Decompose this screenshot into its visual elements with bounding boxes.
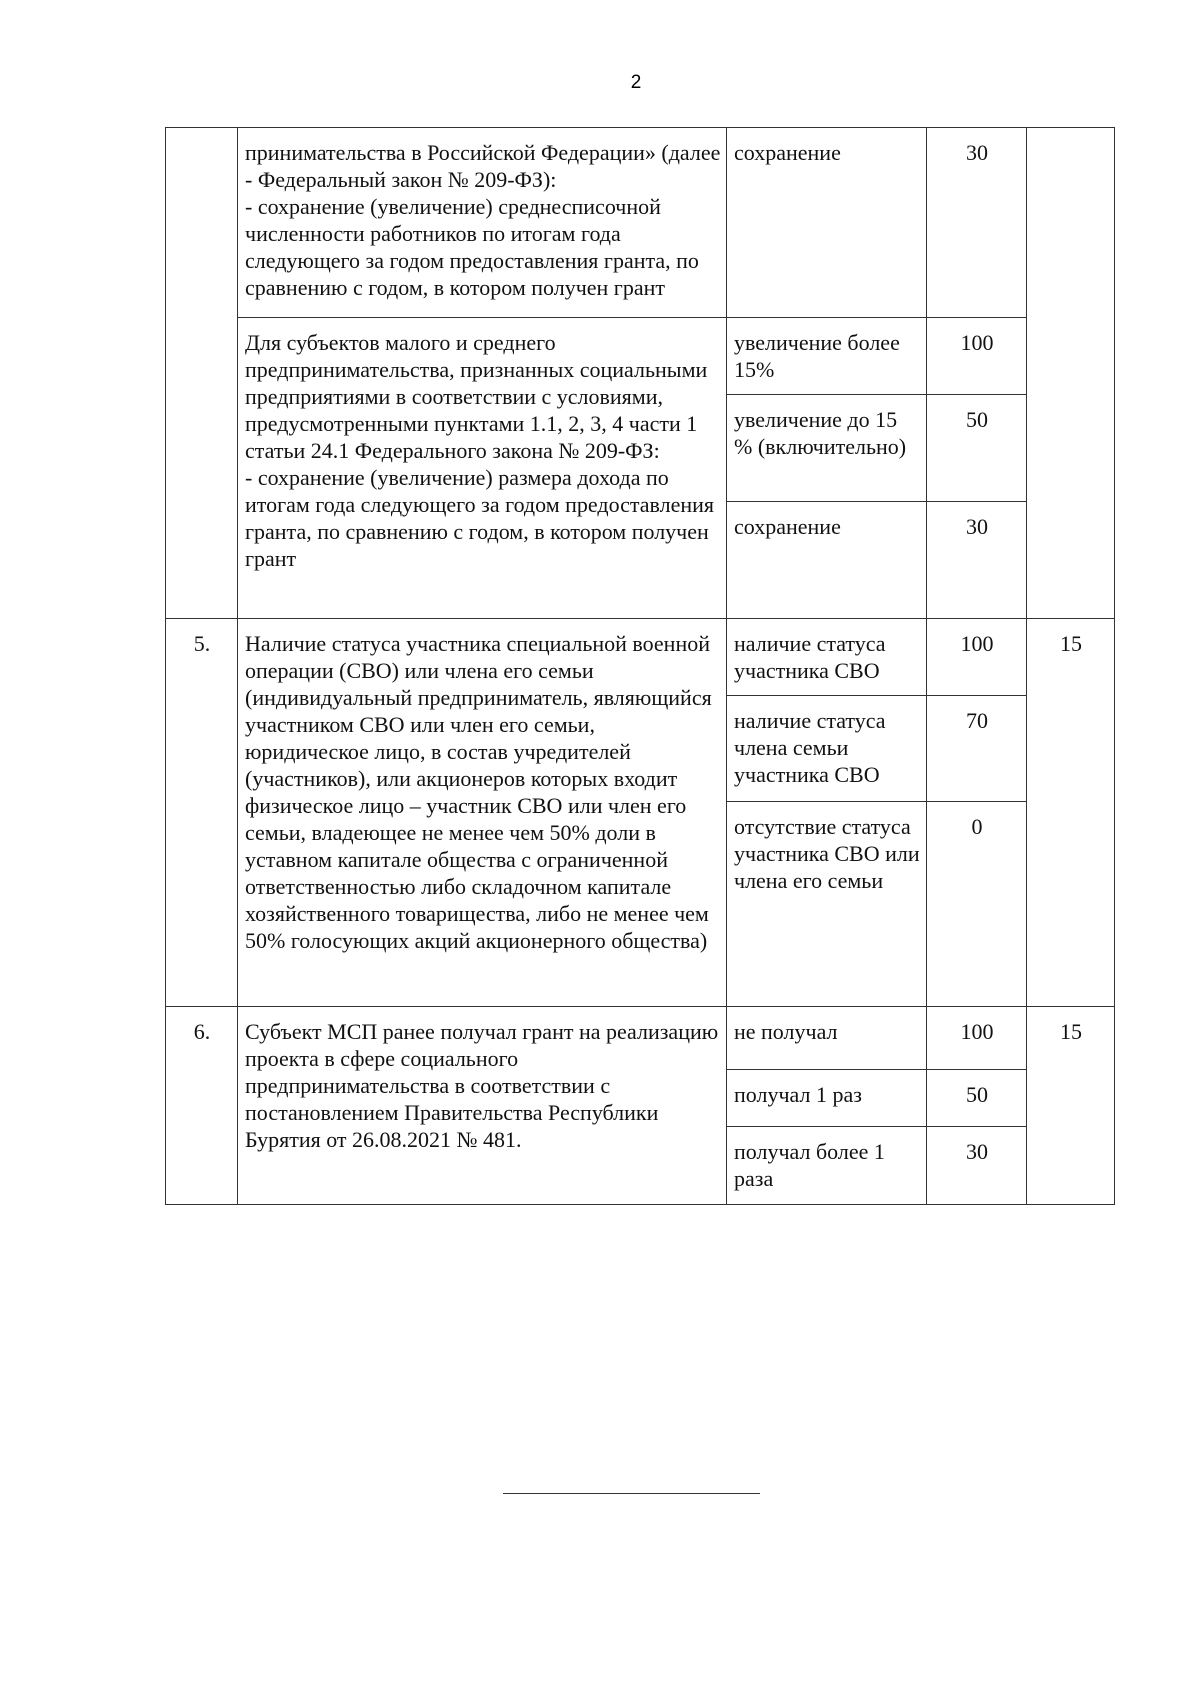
option-points: 0 [927,802,1027,1007]
option-label: не получал [727,1007,927,1070]
option-label: получал 1 раз [727,1070,927,1127]
criterion-description [238,128,727,318]
option-label: наличие статуса участника СВО [727,619,927,696]
option-points: 50 [927,395,1027,502]
table-row [166,128,1115,318]
option-points: 30 [927,128,1027,318]
criterion-description [238,1007,727,1205]
table-row [166,1007,1115,1070]
option-label: увеличение более 15% [727,318,927,395]
table-row [166,318,1115,395]
criterion-text: принимательства в Российской Федерации» (далее - Федеральный закон № 209-ФЗ): - сохранение (увеличение) среднесписочной численности работников по итогам года следующего за годом предоставления гранта, по сравнению с годом, в котором получен грант [245,140,721,300]
option-label: отсутствие статуса участника СВО или члена его семьи [727,802,927,1007]
option-points: 100 [927,318,1027,395]
row-number: 6. [166,1007,238,1205]
table-row [166,619,1115,696]
criterion-text: Для субъектов малого и среднего предпринимательства, признанных социальными предприятиями в соответствии с условиями, предусмотренными пунктами 1.1, 2, 3, 4 части 1 статьи 24.1 Федерального закона № 209-ФЗ: - сохранение (увеличение) размера дохода по итогам года следующего за годом предоставления гранта, по сравнению с годом, в котором получен грант [245,330,715,571]
footer-divider [503,1493,760,1494]
option-points: 100 [927,1007,1027,1070]
page-number: 2 [630,72,642,93]
criterion-weight: 15 [1027,619,1115,1007]
criterion-weight: 15 [1027,1007,1115,1205]
option-points: 100 [927,619,1027,696]
criterion-text: Субъект МСП ранее получал грант на реализацию проекта в сфере социального предпринимательства в соответствии с постановлением Правительства Республики Бурятия от 26.08.2021 № 481. [245,1019,719,1152]
option-points: 50 [927,1070,1027,1127]
option-points: 30 [927,1127,1027,1205]
option-points: 30 [927,502,1027,619]
option-label: сохранение [727,502,927,619]
row-number-cell [166,128,238,619]
option-label: увеличение до 15 % (включительно) [727,395,927,502]
option-label: наличие статуса члена семьи участника СВО [727,696,927,802]
criterion-description [238,318,727,619]
option-label: получал более 1 раза [727,1127,927,1205]
criterion-description [238,619,727,1007]
option-label: сохранение [727,128,927,318]
weight-cell [1027,128,1115,619]
criteria-table [165,127,1115,1205]
row-number: 5. [166,619,238,1007]
option-points: 70 [927,696,1027,802]
criterion-text: Наличие статуса участника специальной военной операции (СВО) или члена его семьи (индивидуальный предприниматель, являющийся участником СВО или член его семьи, юридическое лицо, в состав учредителей (участников), или акционеров которых входит физическое лицо – участник СВО или член его семьи, владеющее не менее чем 50% доли в уставном капитале общества с ограниченной ответственностью либо складочном капитале хозяйственного товарищества, либо не менее чем 50% голосующих акций акционерного общества) [245,631,712,953]
